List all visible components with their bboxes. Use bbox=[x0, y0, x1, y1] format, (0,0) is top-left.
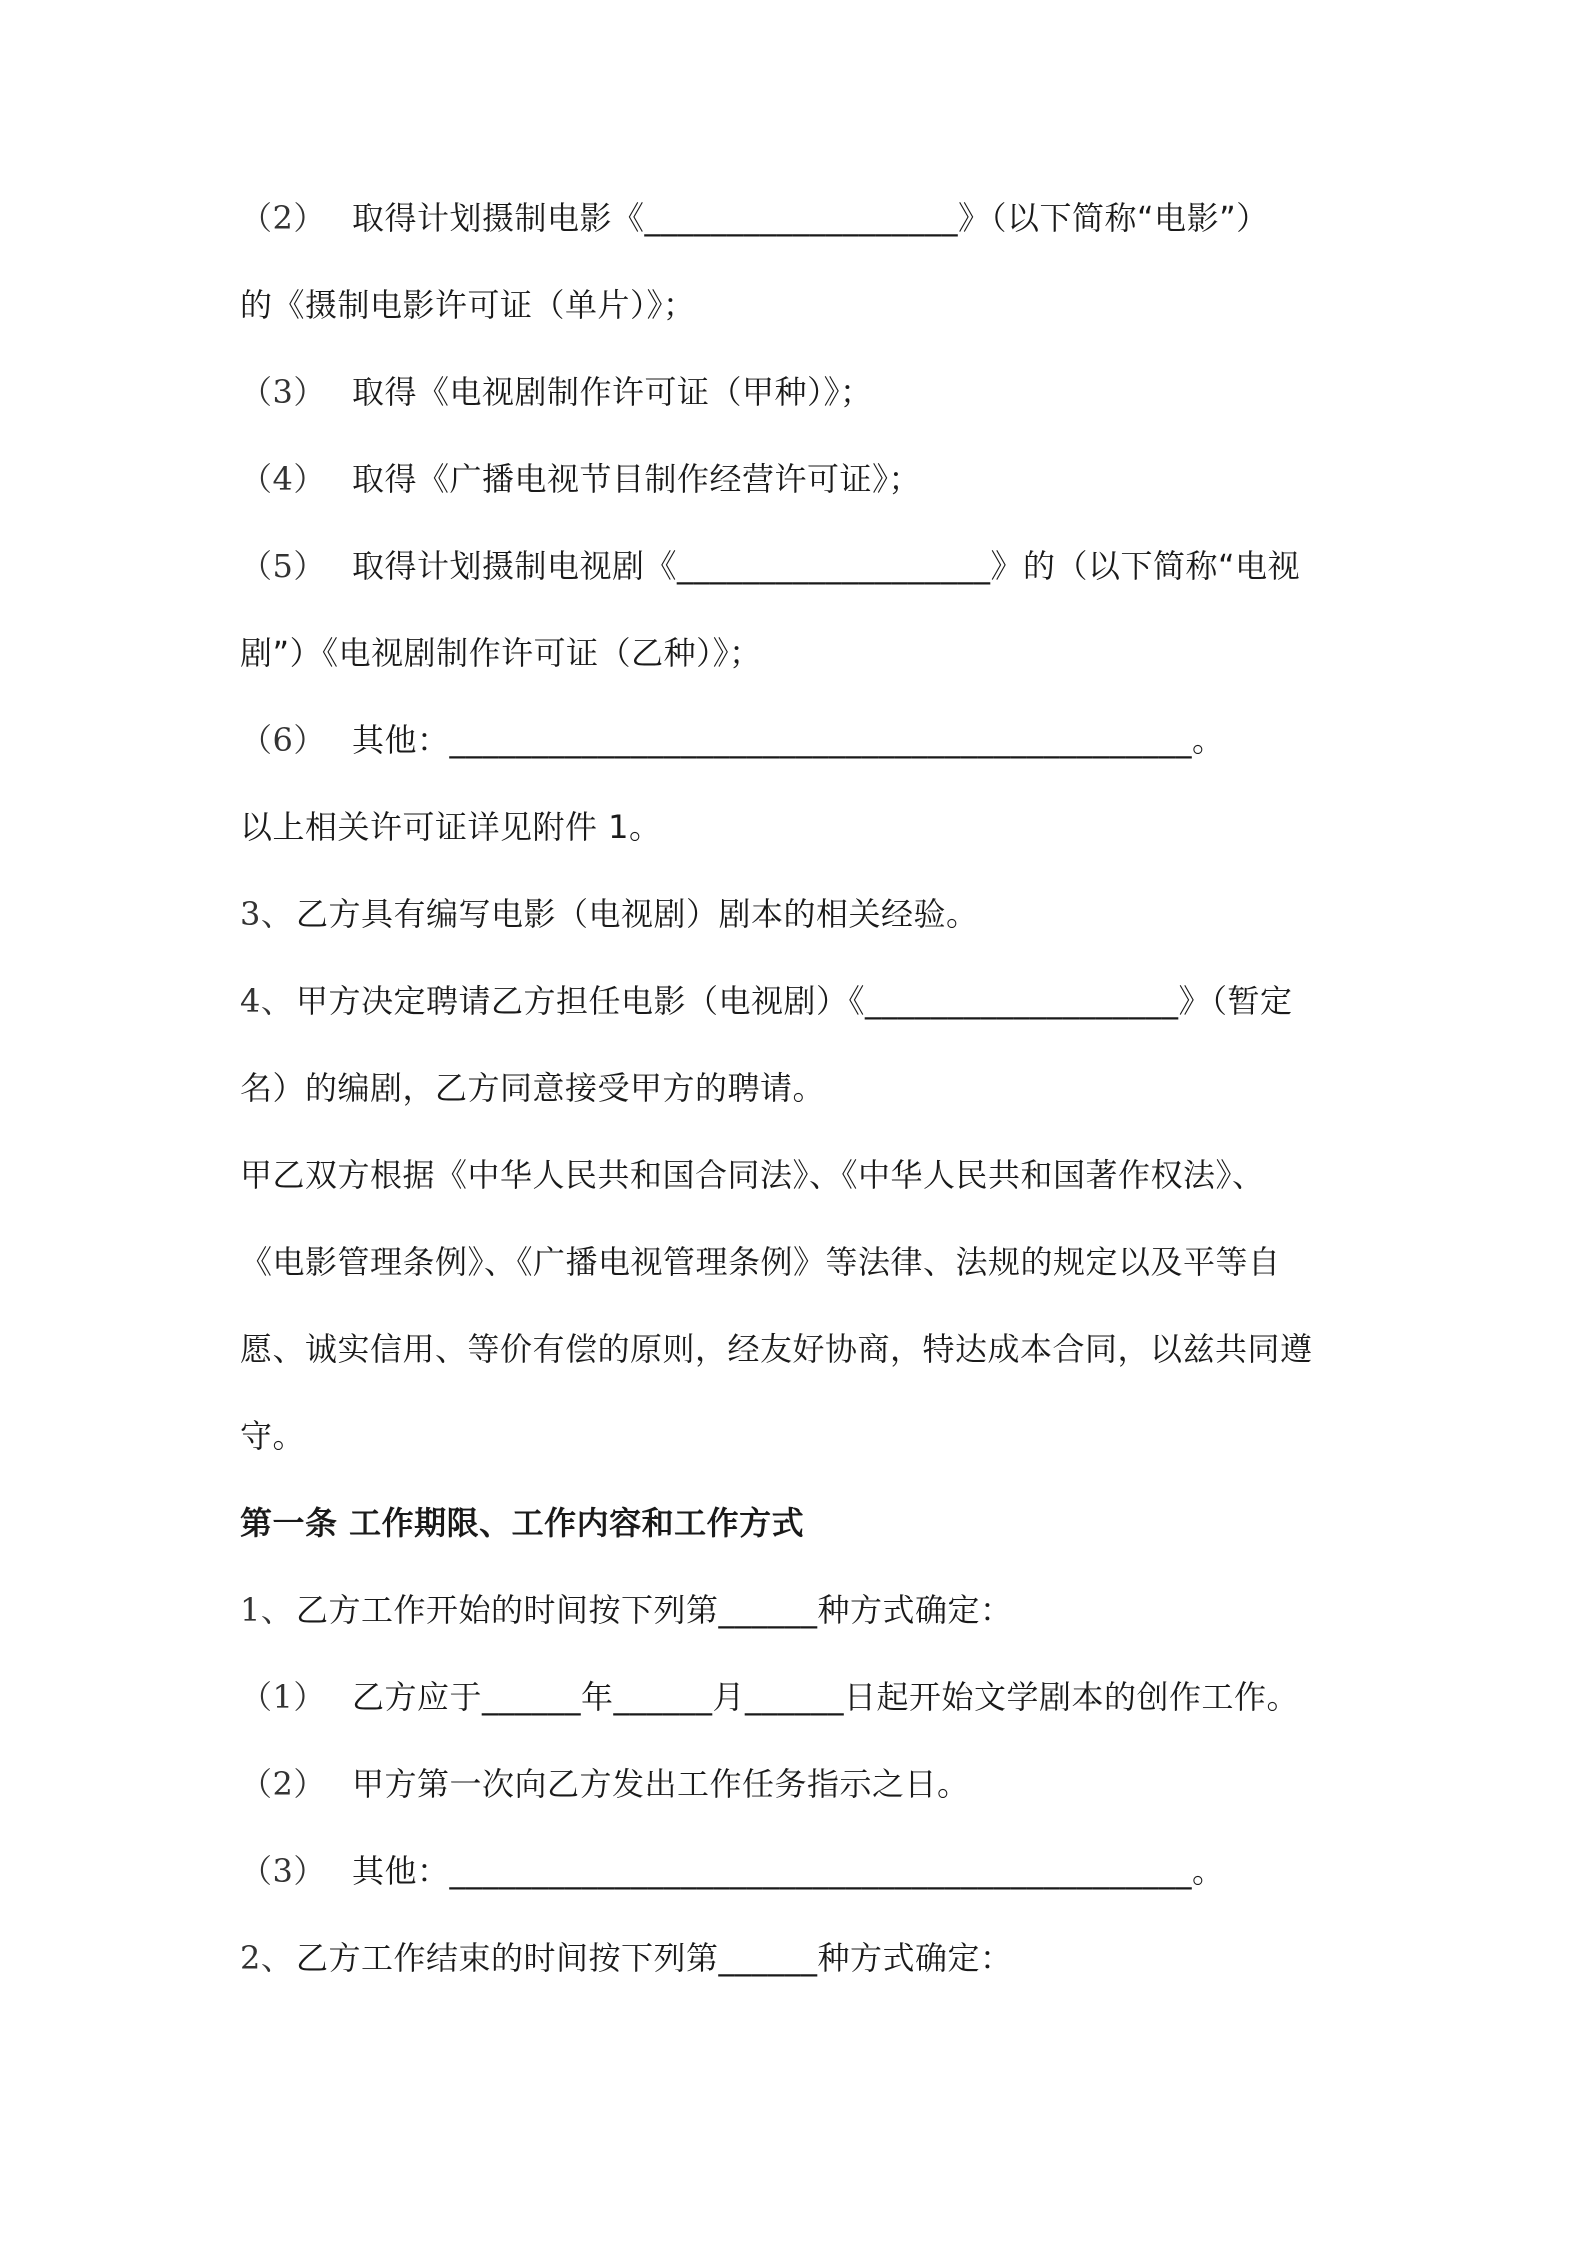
heading-text: 第一条 工作期限、工作内容和工作方式 bbox=[240, 1504, 805, 1542]
clause-item-3 bbox=[240, 362, 1360, 422]
item-text: 其他：_____________________________________________。 bbox=[352, 1852, 1225, 1890]
article-1-clause-1 bbox=[240, 1580, 1360, 1640]
item-number: （2） bbox=[240, 1765, 326, 1803]
item-text: 乙方应于______年______月______日起开始文学剧本的创作工作。 bbox=[352, 1678, 1300, 1716]
item-text: 的《摄制电影许可证（单片）》； bbox=[240, 286, 696, 324]
item-text: 取得计划摄制电影《___________________》（以下简称“电影”） bbox=[352, 199, 1269, 237]
clause-4 bbox=[240, 971, 1360, 1031]
clause-item-4 bbox=[240, 449, 1360, 509]
item-number: 3、 bbox=[240, 895, 294, 933]
preamble-line bbox=[240, 1319, 1360, 1379]
start-option-2 bbox=[240, 1754, 1360, 1814]
clause-continuation bbox=[240, 1058, 1360, 1118]
start-option-3 bbox=[240, 1841, 1360, 1901]
item-text: 以上相关许可证详见附件 1。 bbox=[240, 808, 662, 846]
item-number: （3） bbox=[240, 373, 326, 411]
preamble-line bbox=[240, 1145, 1360, 1205]
item-number: （3） bbox=[240, 1852, 326, 1890]
clause-item-6 bbox=[240, 710, 1360, 770]
clause-continuation bbox=[240, 623, 1360, 683]
item-text: 甲方第一次向乙方发出工作任务指示之日。 bbox=[352, 1765, 970, 1803]
appendix-note bbox=[240, 797, 1360, 857]
clause-continuation bbox=[240, 275, 1360, 335]
item-number: （1） bbox=[240, 1678, 326, 1716]
item-text: 乙方工作开始的时间按下列第______种方式确定： bbox=[296, 1591, 1013, 1629]
article-1-clause-2 bbox=[240, 1928, 1360, 1988]
item-number: （2） bbox=[240, 199, 326, 237]
item-text: 乙方具有编写电影（电视剧）剧本的相关经验。 bbox=[296, 895, 979, 933]
item-number: 4、 bbox=[240, 982, 294, 1020]
item-text: 其他：_____________________________________________。 bbox=[352, 721, 1225, 759]
item-number: （6） bbox=[240, 721, 326, 759]
item-text: 愿、诚实信用、等价有偿的原则，经友好协商，特达成本合同，以兹共同遵 bbox=[240, 1330, 1313, 1368]
section-heading bbox=[240, 1493, 1360, 1553]
clause-item-2 bbox=[240, 188, 1360, 248]
item-text: 守。 bbox=[240, 1417, 306, 1455]
preamble-line bbox=[240, 1406, 1360, 1466]
item-text: 取得《广播电视节目制作经营许可证》； bbox=[352, 460, 922, 498]
item-text: 取得计划摄制电视剧《___________________》的（以下简称“电视 bbox=[352, 547, 1301, 585]
item-text: 《电影管理条例》、《广播电视管理条例》等法律、法规的规定以及平等自 bbox=[240, 1243, 1281, 1281]
item-text: 甲方决定聘请乙方担任电影（电视剧）《___________________》（暂定 bbox=[296, 982, 1293, 1020]
item-number: 1、 bbox=[240, 1591, 294, 1629]
item-number: 2、 bbox=[240, 1939, 294, 1977]
item-text: 名）的编剧，乙方同意接受甲方的聘请。 bbox=[240, 1069, 826, 1107]
item-text: 乙方工作结束的时间按下列第______种方式确定： bbox=[296, 1939, 1013, 1977]
clause-3 bbox=[240, 884, 1360, 944]
item-text: 甲乙双方根据《中华人民共和国合同法》、《中华人民共和国著作权法》、 bbox=[240, 1156, 1265, 1194]
preamble-line bbox=[240, 1232, 1360, 1292]
item-text: 剧”）《电视剧制作许可证（乙种）》； bbox=[240, 634, 762, 672]
clause-item-5 bbox=[240, 536, 1360, 596]
item-number: （4） bbox=[240, 460, 326, 498]
item-text: 取得《电视剧制作许可证（甲种）》； bbox=[352, 373, 873, 411]
item-number: （5） bbox=[240, 547, 326, 585]
start-option-1 bbox=[240, 1667, 1360, 1727]
